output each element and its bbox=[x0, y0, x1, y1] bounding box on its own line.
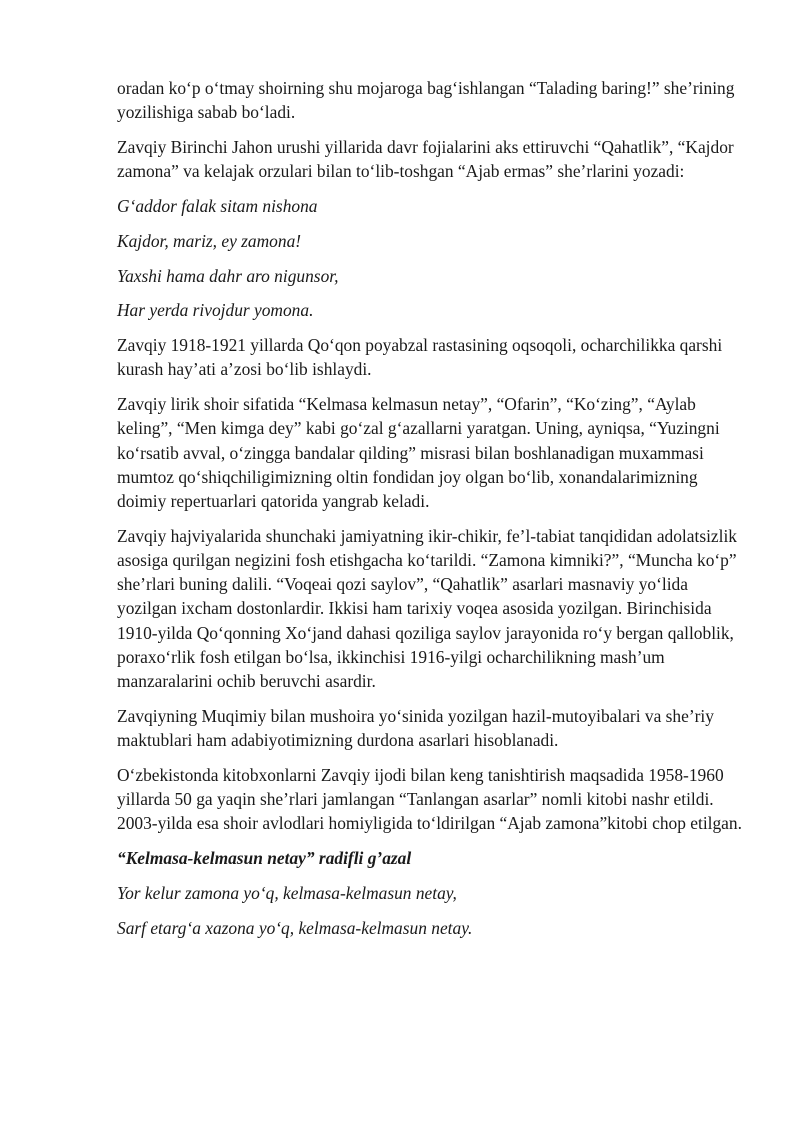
paragraph-war-years: Zavqiy Birinchi Jahon urushi yillarida davr fojialarini aks ettiruvchi “Qahatlik”, “Kajdor zamona” va kelajak orzulari bilan to‘lib-toshgan “Ajab ermas” she’rlarini yozadi: bbox=[117, 137, 734, 182]
section-heading-gazal: “Kelmasa-kelmasun netay” radifli g’azal bbox=[117, 848, 412, 869]
verse-line: Har yerda rivojdur yomona. bbox=[117, 300, 314, 321]
paragraph-lyric-poet: Zavqiy lirik shoir sifatida “Kelmasa kelmasun netay”, “Ofarin”, “Ko‘zing”, “Aylab keling”, “Men kimga dey” kabi go‘zal g‘azallarni yaratgan. Uning, ayniqsa, “Yuzingni ko‘rsatib avval, o‘zingga bandalar qilding” misrasi bilan boshlanadigan muxammasi mumtoz qo‘shiqchiligimizning oltin fondidan joy olgan bo‘lib, xonandalarimizning doimiy repertuarlari qatorida yangrab keladi. bbox=[117, 394, 720, 511]
verse-line: Yaxshi hama dahr aro nigunsor, bbox=[117, 265, 339, 286]
verse-line: Yor kelur zamona yo‘q, kelmasa-kelmasun netay, bbox=[117, 882, 457, 903]
document-page bbox=[117, 76, 745, 950]
paragraph-satire: Zavqiy hajviyalarida shunchaki jamiyatning ikir-chikir, fe’l-tabiat tanqididan adolatsizlik asosiga qurilgan negizini fosh etishgacha ko‘tarildi. “Zamona kimniki?”, “Muncha ko‘p” she’rlari buning dalili. “Voqeai qozi saylov”, “Qahatlik” asarlari masnaviy yo‘lida yozilgan ixcham dostonlardir. Ikkisi ham tarixiy voqea asosida yozilgan. Birinchisida 1910-yilda Qo‘qonning Xo‘jand dahasi qoziliga saylov jarayonida ro‘y bergan qalloblik, poraxo‘rlik fosh etilgan bo‘lsa, ikkinchisi 1916-yilgi ocharchilikning mash’um manzaralarini ochib beruvchi asardir. bbox=[117, 525, 737, 692]
verse-line: G‘addor falak sitam nishona bbox=[117, 196, 318, 216]
paragraph-intro-continuation: oradan ko‘p o‘tmay shoirning shu mojaroga bag‘ishlangan “Talading baring!” she’rining yozilishiga sabab bo‘ladi. bbox=[117, 78, 735, 123]
verse-line: Kajdor, mariz, ey zamona! bbox=[117, 230, 302, 251]
verse-line: Sarf etarg‘a xazona yo‘q, kelmasa-kelmasun netay. bbox=[117, 917, 473, 938]
paragraph-1918-1921: Zavqiy 1918-1921 yillarda Qo‘qon poyabzal rastasining oqsoqoli, ocharchilikka qarshi kurash hay’ati a’zosi bo‘lib ishlaydi. bbox=[117, 335, 723, 380]
paragraph-publications: O‘zbekistonda kitobxonlarni Zavqiy ijodi bilan keng tanishtirish maqsadida 1958-1960 yillarda 50 ga yaqin she’rlari jamlangan “Tanlangan asarlar” nomli kitobi nashr etildi. 2003-yilda esa shoir avlodlari homiyligida to‘ldirilgan “Ajab zamona”kitobi chop etilgan. bbox=[117, 764, 742, 834]
paragraph-muqimiy: Zavqiyning Muqimiy bilan mushoira yo‘sinida yozilgan hazil-mutoyibalari va she’riy maktublari ham adabiyotimizning durdona asarlari hisoblanadi. bbox=[117, 705, 714, 751]
